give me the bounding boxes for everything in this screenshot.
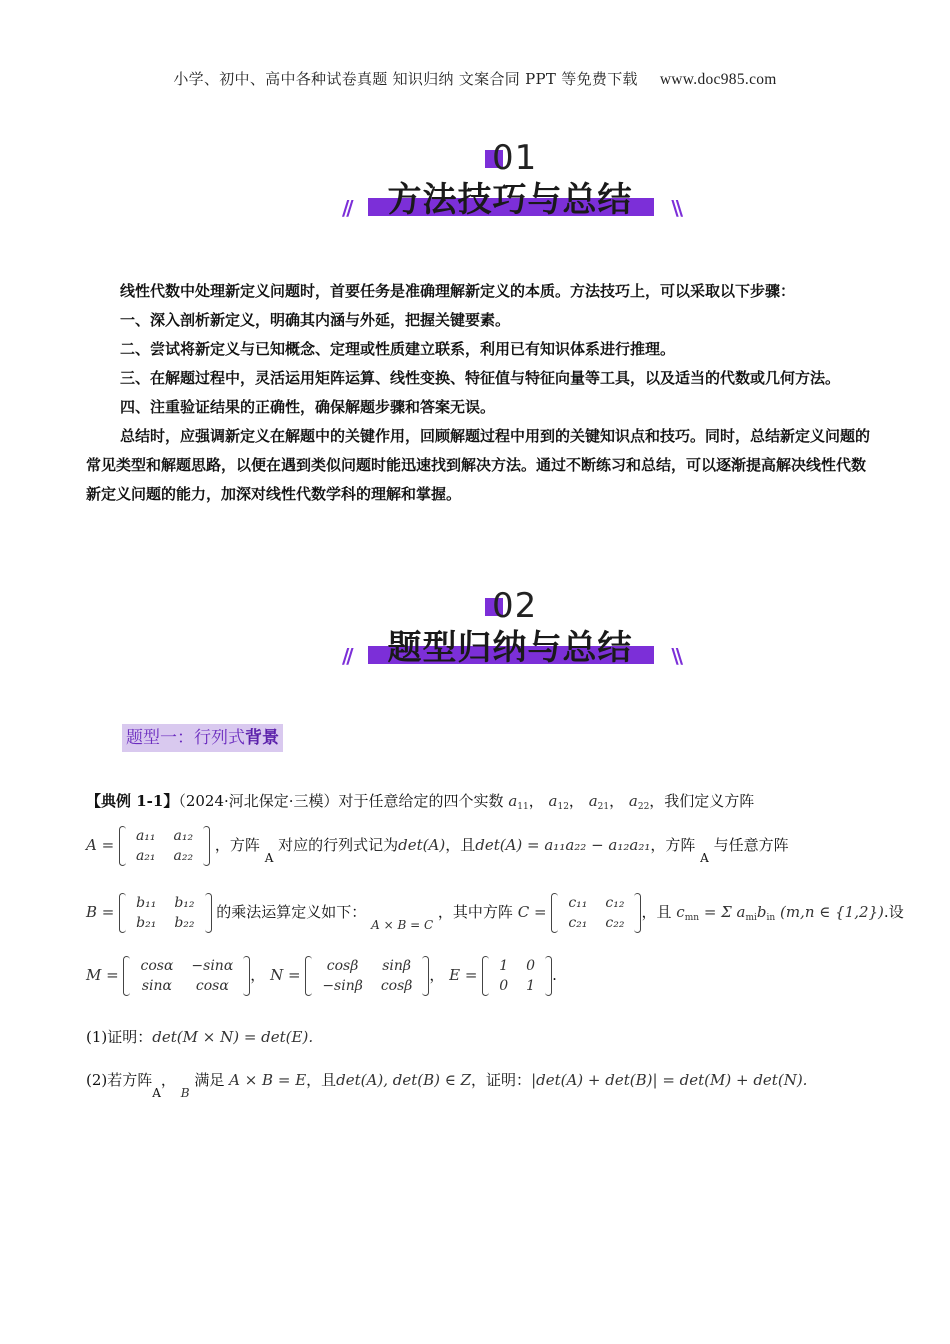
question-type-tag xyxy=(122,724,283,752)
var-a22: $a_{22}$ xyxy=(628,792,650,812)
symbol-A: A xyxy=(152,1086,161,1100)
matrix-M: cosα −sinα sinα cosα xyxy=(123,956,250,996)
section-banner-01 xyxy=(330,140,690,240)
matrix-N: cosβ sinβ −sinβ cosβ xyxy=(305,956,429,996)
header-site[interactable]: www.doc985.com xyxy=(659,71,777,88)
method-summary xyxy=(86,277,876,509)
matrix-C: c₁₁ c₁₂ c₂₁ c₂₂ xyxy=(551,893,641,933)
matrix-E: 1 0 0 1 xyxy=(482,956,552,996)
var-a12: $a_{12}$ xyxy=(548,792,569,812)
symbol-B: B xyxy=(180,1086,190,1100)
problem-intro-line: 【典例 1-1】（2024·河北保定·三模）对于任意给定的四个实数 $a_{11}$， $a_{12}$， $a_{21}$， $a_{22}$，我们定义方阵 xyxy=(86,792,755,812)
q2-condition: A × B = E xyxy=(229,1071,307,1089)
matrix-B: b₁₁ b₁₂ b₂₁ b₂₂ xyxy=(119,893,211,933)
question-1: (1)证明：det(M × N) = det(E). xyxy=(86,1028,314,1046)
problem-source: （2024·河北保定·三模）对于任意给定的四个实数 xyxy=(178,792,504,810)
var-a11: $a_{11}$ xyxy=(508,792,529,812)
section-number: 01 xyxy=(492,138,538,178)
section-title: 题型归纳与总结 xyxy=(387,628,633,668)
tag-bold-text: 背景 xyxy=(245,728,279,748)
problem-line-2: A = a₁₁ a₁₂ a₂₁ a₂₂ ，方阵 $_A$ 对应的行列式记为det(A)，且det(A) = a₁₁a₂₂ − a₁₂a₂₁，方阵 $_A$ 与任意方阵 xyxy=(86,828,789,865)
example-label: 【典例 1-1】 xyxy=(86,792,179,810)
section-banner-02 xyxy=(330,588,690,688)
det-formula: det(A) = a₁₁a₂₂ − a₁₂a₂₁ xyxy=(475,836,651,854)
paragraph: 总结时，应强调新定义在解题中的关键作用，回顾解题过程中用到的关键知识点和技巧。同时，总结新定义问题的常见类型和解题思路，以便在遇到类似问题时能迅速找到解决方法。通过不断练习和总结，可以逐渐提高解决线性代数新定义问题的能力，加深对线性代数学科的理解和掌握。 xyxy=(86,427,871,503)
slash-decoration-left: // xyxy=(342,196,351,220)
axb-expr: A × B = C xyxy=(371,918,434,932)
symbol-A: A xyxy=(264,851,274,865)
sum-formula: $c_{mn} = \Sigma$ $a_{mi}b_{in}$ xyxy=(676,903,776,923)
paragraph: 四、注重验证结果的正确性，确保解题步骤和答案无误。 xyxy=(120,398,496,416)
det-A: det(A) xyxy=(398,836,446,854)
define-text: ，我们定义方阵 xyxy=(649,792,755,810)
symbol-A: A xyxy=(700,851,709,865)
problem-line-3: B = b₁₁ b₁₂ b₂₁ b₂₂ 的乘法运算定义如下： $_{A \times B = C}$ ，其中方阵 C = c₁₁ c₁₂ c₂₁ c₂₂ ，且 $c_{mn} = \Sigma$ $a_{mi}b_{in}$ (m,n ∈ {1,2}).设 xyxy=(86,895,904,932)
q2-condition-2: det(A), det(B) ∈ Z xyxy=(336,1071,472,1089)
var-a21: $a_{21}$ xyxy=(588,792,610,812)
question-2: (2)若方阵$_A$， $_B$ 满足 A × B = E，且det(A), det(B) ∈ Z，证明：|det(A) + det(B)| = det(M) + det(N). xyxy=(86,1071,808,1100)
page-header xyxy=(0,68,950,89)
problem-line-4: M = cosα −sinα sinα cosα ， N = cosβ sinβ −sinβ cosβ ， E = 1 0 0 1 . xyxy=(86,958,557,994)
tag-text: 题型一：行列式 xyxy=(126,728,245,748)
paragraph: 线性代数中处理新定义问题时，首要任务是准确理解新定义的本质。方法技巧上，可以采取以下步骤： xyxy=(120,282,796,300)
section-number: 02 xyxy=(492,586,538,626)
section-title: 方法技巧与总结 xyxy=(387,180,633,220)
slash-decoration-right: \\ xyxy=(671,644,680,668)
q2-expression: |det(A) + det(B)| = det(M) + det(N). xyxy=(531,1071,808,1089)
paragraph: 一、深入剖析新定义，明确其内涵与外延，把握关键要素。 xyxy=(120,311,511,329)
index-range: (m,n ∈ {1,2}) xyxy=(779,903,884,921)
paragraph: 二、尝试将新定义与已知概念、定理或性质建立联系，利用已有知识体系进行推理。 xyxy=(120,340,676,358)
paragraph: 三、在解题过程中，灵活运用矩阵运算、线性变换、特征值与特征向量等工具，以及适当的代数或几何方法。 xyxy=(120,369,841,387)
header-text: 小学、初中、高中各种试卷真题 知识归纳 文案合同 PPT 等免费下载 xyxy=(173,70,638,88)
matrix-A: a₁₁ a₁₂ a₂₁ a₂₂ xyxy=(119,826,210,866)
q1-expression: det(M × N) = det(E). xyxy=(152,1028,314,1046)
slash-decoration-left: // xyxy=(342,644,351,668)
slash-decoration-right: \\ xyxy=(671,196,680,220)
